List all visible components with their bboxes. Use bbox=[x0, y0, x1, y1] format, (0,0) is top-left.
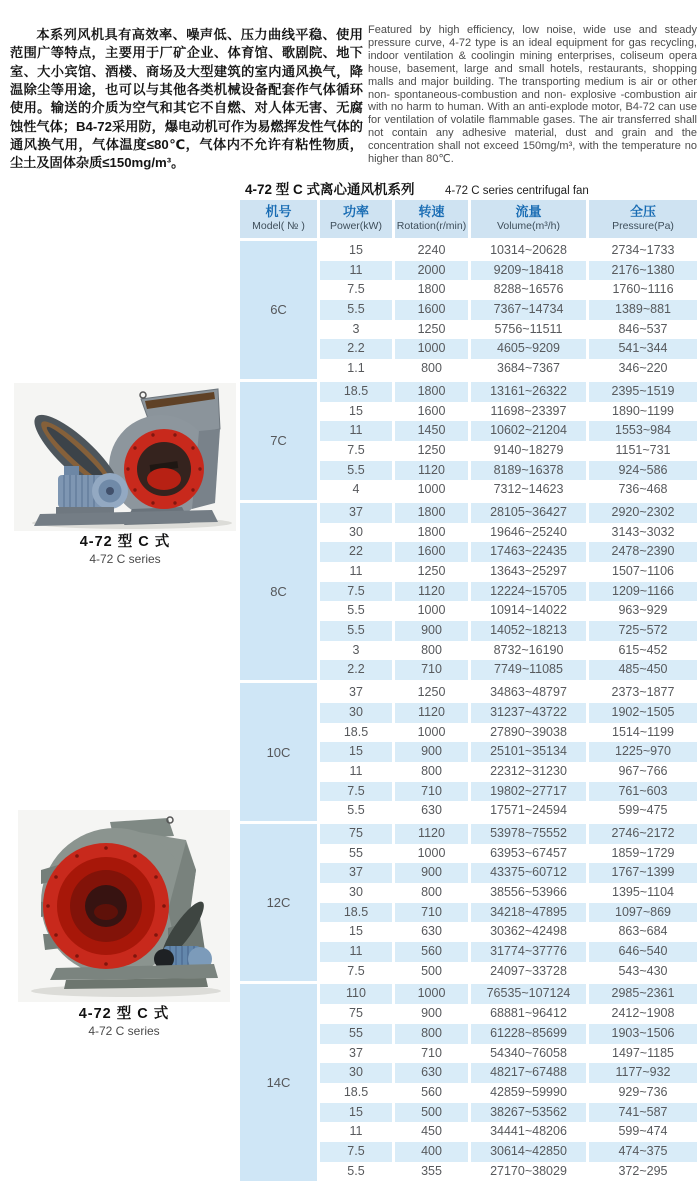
table-cell: 55 bbox=[320, 1024, 392, 1044]
table-cell: 34218~47895 bbox=[471, 903, 586, 923]
table-cell: 2176~1380 bbox=[589, 261, 697, 281]
table-section-6c bbox=[240, 241, 697, 379]
table-cell: 30362~42498 bbox=[490, 924, 567, 939]
table-cell: 5.5 bbox=[347, 603, 365, 618]
table-cell: 1250 bbox=[417, 685, 446, 700]
table-cell: 2000 bbox=[395, 261, 468, 281]
table-cell: 500 bbox=[421, 963, 442, 978]
table-row bbox=[320, 1103, 697, 1123]
table-row bbox=[320, 402, 697, 422]
table-row bbox=[320, 542, 697, 562]
table-row bbox=[320, 844, 697, 864]
table-cell: 1151~731 bbox=[615, 442, 671, 457]
table-cell: 1120 bbox=[395, 703, 468, 723]
table-cell: 37 bbox=[320, 863, 392, 883]
table-cell: 2.2 bbox=[320, 660, 392, 680]
table-cell: 485~450 bbox=[589, 660, 697, 680]
fan-caption-1-cn: 4-72 型 C 式 bbox=[79, 534, 171, 550]
table-row bbox=[320, 742, 697, 762]
table-cell: 24097~33728 bbox=[490, 963, 567, 978]
table-cell: 900 bbox=[395, 621, 468, 641]
table-cell: 38267~53562 bbox=[471, 1103, 586, 1123]
table-cell: 31774~37776 bbox=[471, 942, 586, 962]
table-row bbox=[320, 984, 697, 1004]
table-row bbox=[320, 641, 697, 661]
table-cell: 1497~1185 bbox=[612, 1045, 674, 1060]
table-cell: 11 bbox=[320, 421, 392, 441]
table-cell: 372~295 bbox=[618, 1163, 668, 1178]
table-cell: 1507~1106 bbox=[612, 564, 674, 578]
table-cell: 34441~48206 bbox=[490, 1124, 567, 1139]
table-row bbox=[320, 280, 697, 300]
table-cell: 34863~48797 bbox=[490, 685, 567, 700]
table-cell: 38556~53966 bbox=[490, 885, 567, 899]
table-cell: 11 bbox=[320, 261, 392, 281]
table-cell: 2920~2302 bbox=[589, 503, 697, 523]
table-cell: 18.5 bbox=[343, 1084, 369, 1099]
table-header-row bbox=[240, 200, 697, 238]
table-section-10c bbox=[240, 683, 697, 821]
table-row bbox=[320, 241, 697, 261]
table-row bbox=[320, 339, 697, 359]
english-intro-paragraph: Featured by high efficiency, low noise, wide use and steady pressure curve, 4-72 type is an ideal equipment for gas recycling, indoor ventilation & coolingin mining enterprises, coliseum opera house, basement, large and small hotels, restaurants, shopping malls and major building. The transporting medium is air or other non- spontaneous-combustion and non- explosive -combustion air with no harm to human. With an anti-explode motor, B4-72 can use for ventilation of volatile flammable gases. The air transferred shall not contain any adhesive material, dust and grain and the concentration shall not exceed 150mg/m³, with the temperature no higher than 80℃. bbox=[368, 24, 697, 166]
model-cell: 8C bbox=[240, 503, 317, 680]
model-cell: 12C bbox=[240, 824, 317, 982]
table-cell: 2734~1733 bbox=[611, 243, 675, 257]
table-cell: 2395~1519 bbox=[589, 382, 697, 402]
table-cell: 1000 bbox=[417, 845, 446, 860]
table-cell: 76535~107124 bbox=[471, 984, 586, 1004]
table-cell: 30 bbox=[349, 885, 363, 899]
table-cell: 27170~38029 bbox=[490, 1163, 567, 1178]
table-cell: 37 bbox=[320, 503, 392, 523]
table-row bbox=[320, 942, 697, 962]
table-cell: 800 bbox=[421, 763, 442, 778]
table-cell: 630 bbox=[421, 803, 442, 818]
table-row bbox=[320, 723, 697, 743]
table-cell: 11 bbox=[349, 1124, 363, 1139]
table-cell: 863~684 bbox=[618, 924, 668, 939]
table-section-12c bbox=[240, 824, 697, 982]
fan-photo-2 bbox=[18, 810, 230, 1002]
table-cell: 5.5 bbox=[320, 621, 392, 641]
table-cell: 11 bbox=[320, 942, 392, 962]
table-cell: 7312~14623 bbox=[493, 482, 564, 497]
fan-caption-1-en: 4-72 C series bbox=[89, 552, 161, 566]
table-cell: 37 bbox=[349, 1045, 363, 1060]
table-cell: 1000 bbox=[395, 339, 468, 359]
table-row bbox=[320, 1142, 697, 1162]
table-cell: 31237~43722 bbox=[471, 703, 586, 723]
table-row bbox=[320, 903, 697, 923]
table-cell: 5.5 bbox=[347, 1163, 365, 1178]
table-cell: 2985~2361 bbox=[589, 984, 697, 1004]
table-cell: 2746~2172 bbox=[589, 824, 697, 844]
table-cell: 5.5 bbox=[320, 300, 392, 320]
table-row bbox=[320, 683, 697, 703]
table-cell: 37 bbox=[349, 685, 363, 700]
table-cell: 1800 bbox=[417, 524, 446, 539]
table-title bbox=[245, 178, 589, 199]
table-row bbox=[320, 562, 697, 582]
fan-caption-2-cn: 4-72 型 C 式 bbox=[78, 1006, 170, 1022]
header-cell-pressure: 全压 Pressure(Pa) bbox=[589, 200, 697, 238]
table-title-en: 4-72 C series centrifugal fan bbox=[444, 185, 589, 197]
table-row bbox=[320, 762, 697, 782]
table-cell: 710 bbox=[395, 782, 468, 802]
table-cell: 963~929 bbox=[618, 603, 668, 618]
table-cell: 1000 bbox=[417, 482, 446, 497]
table-cell: 53978~75552 bbox=[471, 824, 586, 844]
table-cell: 500 bbox=[395, 1103, 468, 1123]
table-row bbox=[320, 421, 697, 441]
table-row bbox=[320, 1063, 697, 1083]
table-row bbox=[320, 441, 697, 461]
table-cell: 12224~15705 bbox=[471, 582, 586, 602]
table-cell: 599~474 bbox=[618, 1124, 668, 1139]
model-cell: 10C bbox=[240, 683, 317, 821]
fan-caption-2-en: 4-72 C series bbox=[88, 1024, 160, 1038]
table-row bbox=[320, 480, 697, 500]
table-cell: 1800 bbox=[417, 282, 446, 297]
table-cell: 30 bbox=[320, 703, 392, 723]
table-cell: 1250 bbox=[417, 442, 446, 457]
table-cell: 900 bbox=[395, 863, 468, 883]
table-cell: 900 bbox=[421, 1006, 442, 1021]
table-cell: 630 bbox=[421, 924, 442, 939]
model-cell: 6C bbox=[240, 241, 317, 379]
table-cell: 846~537 bbox=[618, 321, 668, 336]
table-cell: 1120 bbox=[395, 582, 468, 602]
table-cell: 43375~60712 bbox=[471, 863, 586, 883]
table-cell: 541~344 bbox=[589, 339, 697, 359]
table-cell: 7.5 bbox=[347, 963, 365, 978]
table-cell: 1859~1729 bbox=[611, 845, 675, 860]
table-cell: 1767~1399 bbox=[589, 863, 697, 883]
table-cell: 929~736 bbox=[618, 1084, 668, 1099]
table-cell: 10602~21204 bbox=[471, 421, 586, 441]
table-cell: 1000 bbox=[395, 984, 468, 1004]
header-cell-volume: 流量 Volume(m³/h) bbox=[471, 200, 586, 238]
table-cell: 9140~18279 bbox=[493, 442, 564, 457]
table-cell: 42859~59990 bbox=[490, 1084, 567, 1099]
table-cell: 1000 bbox=[417, 724, 446, 739]
table-cell: 15 bbox=[320, 742, 392, 762]
table-cell: 924~586 bbox=[589, 461, 697, 481]
table-cell: 3143~3032 bbox=[611, 524, 675, 539]
table-cell: 599~475 bbox=[618, 803, 668, 818]
table-cell: 28105~36427 bbox=[471, 503, 586, 523]
table-cell: 7367~14734 bbox=[471, 300, 586, 320]
table-cell: 474~375 bbox=[589, 1142, 697, 1162]
table-cell: 5.5 bbox=[320, 461, 392, 481]
table-cell: 543~430 bbox=[618, 963, 668, 978]
table-cell: 1225~970 bbox=[589, 742, 697, 762]
table-row bbox=[320, 1044, 697, 1064]
table-cell: 22 bbox=[320, 542, 392, 562]
table-cell: 800 bbox=[395, 1024, 468, 1044]
table-cell: 1600 bbox=[395, 300, 468, 320]
table-cell: 630 bbox=[395, 1063, 468, 1083]
table-row bbox=[320, 320, 697, 340]
table-cell: 11 bbox=[349, 564, 363, 578]
table-cell: 7.5 bbox=[347, 282, 365, 297]
table-row bbox=[320, 601, 697, 621]
table-cell: 18.5 bbox=[320, 382, 392, 402]
spec-table-body bbox=[240, 241, 697, 1181]
table-cell: 1600 bbox=[395, 542, 468, 562]
table-row bbox=[320, 962, 697, 982]
table-cell: 15 bbox=[320, 1103, 392, 1123]
table-cell: 1120 bbox=[395, 461, 468, 481]
table-cell: 1890~1199 bbox=[612, 403, 674, 418]
table-cell: 25101~35134 bbox=[471, 742, 586, 762]
fan-photo-1 bbox=[14, 383, 236, 531]
table-cell: 800 bbox=[421, 361, 442, 376]
table-cell: 710 bbox=[395, 903, 468, 923]
table-row bbox=[320, 1024, 697, 1044]
table-cell: 3 bbox=[352, 321, 360, 336]
table-cell: 1120 bbox=[395, 824, 468, 844]
table-cell: 75 bbox=[349, 1006, 363, 1021]
table-cell: 1000 bbox=[417, 603, 446, 618]
table-cell: 30614~42850 bbox=[471, 1142, 586, 1162]
table-cell: 800 bbox=[421, 642, 442, 657]
table-cell: 30 bbox=[349, 524, 363, 539]
table-cell: 15 bbox=[349, 924, 363, 939]
table-section-14c bbox=[240, 984, 697, 1181]
table-row bbox=[320, 1122, 697, 1142]
table-row bbox=[320, 801, 697, 821]
table-cell: 2412~1908 bbox=[611, 1006, 675, 1021]
table-cell: 48217~67488 bbox=[471, 1063, 586, 1083]
table-cell: 17571~24594 bbox=[490, 803, 567, 818]
table-row bbox=[320, 703, 697, 723]
table-cell: 1395~1104 bbox=[612, 885, 674, 899]
table-cell: 54340~76058 bbox=[490, 1045, 567, 1060]
table-cell: 400 bbox=[395, 1142, 468, 1162]
header-cell-model: 机号 Model( № ) bbox=[240, 200, 317, 238]
table-cell: 1903~1506 bbox=[589, 1024, 697, 1044]
table-cell: 450 bbox=[421, 1124, 442, 1139]
model-cell: 7C bbox=[240, 382, 317, 500]
table-cell: 736~468 bbox=[618, 482, 668, 497]
table-cell: 8189~16378 bbox=[471, 461, 586, 481]
table-row bbox=[320, 621, 697, 641]
table-row bbox=[320, 523, 697, 543]
table-cell: 1600 bbox=[417, 403, 446, 418]
table-row bbox=[320, 503, 697, 523]
table-cell: 1.1 bbox=[347, 361, 365, 376]
table-cell: 355 bbox=[421, 1163, 442, 1178]
table-cell: 3684~7367 bbox=[497, 361, 560, 376]
table-row bbox=[320, 782, 697, 802]
spec-table bbox=[240, 200, 697, 1182]
table-cell: 560 bbox=[421, 1084, 442, 1099]
table-cell: 1902~1505 bbox=[589, 703, 697, 723]
table-cell: 19646~25240 bbox=[490, 524, 567, 539]
header-cell-rotation: 转速 Rotation(r/min) bbox=[395, 200, 468, 238]
table-cell: 2478~2390 bbox=[589, 542, 697, 562]
table-cell: 710 bbox=[395, 660, 468, 680]
table-cell: 61228~85699 bbox=[471, 1024, 586, 1044]
fan-caption-1 bbox=[14, 533, 236, 567]
table-row bbox=[320, 1162, 697, 1182]
table-cell: 30 bbox=[320, 1063, 392, 1083]
table-row bbox=[320, 582, 697, 602]
header-cell-power: 功率 Power(kW) bbox=[320, 200, 392, 238]
table-cell: 13161~26322 bbox=[471, 382, 586, 402]
table-cell: 7749~11085 bbox=[471, 660, 586, 680]
table-cell: 725~572 bbox=[589, 621, 697, 641]
table-cell: 1177~932 bbox=[589, 1063, 697, 1083]
table-cell: 18.5 bbox=[320, 903, 392, 923]
table-row bbox=[320, 863, 697, 883]
table-cell: 4 bbox=[352, 482, 360, 497]
table-cell: 7.5 bbox=[347, 442, 365, 457]
table-cell: 646~540 bbox=[589, 942, 697, 962]
table-row bbox=[320, 261, 697, 281]
table-cell: 27890~39038 bbox=[490, 724, 567, 739]
table-cell: 11 bbox=[349, 763, 363, 778]
table-cell: 22312~31230 bbox=[490, 763, 567, 778]
centrifugal-fan-image-front-inlet bbox=[18, 810, 230, 1002]
table-cell: 761~603 bbox=[589, 782, 697, 802]
table-cell: 1389~881 bbox=[589, 300, 697, 320]
table-cell: 967~766 bbox=[618, 763, 668, 778]
table-cell: 560 bbox=[395, 942, 468, 962]
chinese-intro-paragraph: 本系列风机具有高效率、噪声低、压力曲线平稳、使用范围广等特点，主要用于厂矿企业、体育馆、歌剧院、地下室、大小宾馆、酒楼、商场及大型建筑的室内通风换气，降温除尘等用途，也可以与其他各类机械设备配套作气体循环使用。输送的介质为空气和其它不自燃、对人体无害、无腐蚀性气体；B4-72采用防，爆电动机可作为易燃挥发性气体的通风换气用，气体温度≤80℃，气体内不允许有粘性物质，尘土及固体杂质≤150mg/m³。 bbox=[10, 27, 363, 171]
table-cell: 1514~1199 bbox=[612, 724, 674, 739]
table-cell: 2373~1877 bbox=[611, 685, 675, 700]
table-row bbox=[320, 922, 697, 942]
table-title-cn: 4-72 型 C 式离心通风机系列 bbox=[245, 182, 415, 197]
table-cell: 55 bbox=[349, 845, 363, 860]
table-row bbox=[320, 461, 697, 481]
centrifugal-fan-image-belt-drive bbox=[14, 383, 236, 531]
table-cell: 13643~25297 bbox=[490, 564, 567, 578]
table-cell: 346~220 bbox=[618, 361, 668, 376]
fan-caption-2 bbox=[18, 1005, 230, 1039]
table-cell: 741~587 bbox=[589, 1103, 697, 1123]
table-cell: 800 bbox=[421, 885, 442, 899]
table-row bbox=[320, 359, 697, 379]
table-row bbox=[320, 824, 697, 844]
table-cell: 110 bbox=[320, 984, 392, 1004]
table-row bbox=[320, 382, 697, 402]
table-cell: 1450 bbox=[395, 421, 468, 441]
table-row bbox=[320, 1004, 697, 1024]
table-cell: 2.2 bbox=[320, 339, 392, 359]
table-cell: 3 bbox=[352, 642, 360, 657]
table-cell: 15 bbox=[349, 403, 363, 418]
model-cell: 14C bbox=[240, 984, 317, 1181]
table-cell: 5756~11511 bbox=[494, 321, 563, 336]
table-section-7c bbox=[240, 382, 697, 500]
table-cell: 10914~14022 bbox=[490, 603, 567, 618]
table-cell: 900 bbox=[395, 742, 468, 762]
table-row bbox=[320, 300, 697, 320]
table-cell: 19802~27717 bbox=[471, 782, 586, 802]
table-row bbox=[320, 660, 697, 680]
table-row bbox=[320, 883, 697, 903]
table-cell: 1760~1116 bbox=[612, 282, 674, 297]
table-cell: 11698~23397 bbox=[490, 403, 567, 418]
table-cell: 68881~96412 bbox=[490, 1006, 567, 1021]
table-cell: 2240 bbox=[417, 243, 446, 257]
table-cell: 8732~16190 bbox=[493, 642, 564, 657]
table-section-8c bbox=[240, 503, 697, 680]
table-cell: 710 bbox=[421, 1045, 442, 1060]
table-cell: 1553~984 bbox=[589, 421, 697, 441]
table-cell: 615~452 bbox=[618, 642, 668, 657]
table-cell: 63953~67457 bbox=[490, 845, 567, 860]
table-cell: 14052~18213 bbox=[471, 621, 586, 641]
table-cell: 7.5 bbox=[320, 782, 392, 802]
table-cell: 1250 bbox=[417, 564, 446, 578]
table-cell: 7.5 bbox=[320, 1142, 392, 1162]
table-cell: 75 bbox=[320, 824, 392, 844]
table-cell: 5.5 bbox=[347, 803, 365, 818]
table-row bbox=[320, 1083, 697, 1103]
table-cell: 9209~18418 bbox=[471, 261, 586, 281]
table-cell: 15 bbox=[349, 243, 363, 257]
table-cell: 7.5 bbox=[320, 582, 392, 602]
table-cell: 18.5 bbox=[343, 724, 369, 739]
table-cell: 4605~9209 bbox=[471, 339, 586, 359]
table-cell: 1209~1166 bbox=[589, 582, 697, 602]
table-cell: 1250 bbox=[417, 321, 446, 336]
table-cell: 10314~20628 bbox=[490, 243, 567, 257]
table-cell: 1800 bbox=[395, 382, 468, 402]
table-cell: 1800 bbox=[395, 503, 468, 523]
table-cell: 17463~22435 bbox=[471, 542, 586, 562]
table-cell: 1097~869 bbox=[589, 903, 697, 923]
table-cell: 8288~16576 bbox=[493, 282, 564, 297]
